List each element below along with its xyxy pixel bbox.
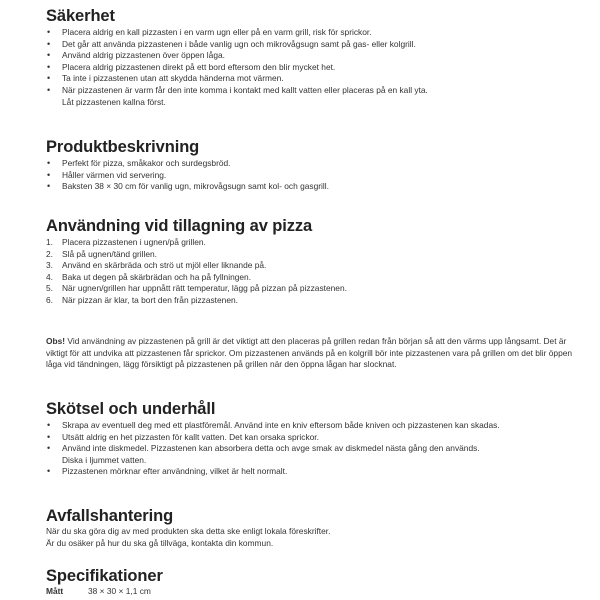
waste-line: När du ska göra dig av med produkten ska detta ske enligt lokala föreskrifter. <box>46 526 331 536</box>
list-item-text: Perfekt för pizza, småkakor och surdegsbröd. <box>62 158 231 168</box>
list-item-continuation <box>46 97 428 109</box>
step-text: Baka ut degen på skärbrädan och ha på fyllningen. <box>62 271 252 282</box>
section-title-usage: Användning vid tillagning av pizza <box>46 217 313 235</box>
list-item-continuation <box>46 455 500 467</box>
bullet-icon: • <box>47 181 51 192</box>
obs-text: Vid användning av pizzastenen på grill är det viktigt att den placeras på grillen redan från början så att den värms upp långsamt. Det är viktigt för att undvika att pizzastenen får sprickor. Om pizzastenen används på en kolgrill bör inte pizzastenen vara på grillen om det blir öppen låga vid tändningen, lägg försiktigt på pizzastenen på grillen när den öppna lågan har slocknat. <box>46 336 573 370</box>
spec-value: 38 × 30 × 1,1 cm <box>88 586 151 596</box>
step-item <box>46 249 347 261</box>
bullet-icon: • <box>47 61 51 72</box>
list-item-text: Baksten 38 × 30 cm för vanlig ugn, mikrovågsugn samt kol- och gasgrill. <box>62 181 329 192</box>
care-list <box>46 420 500 478</box>
product-list <box>46 158 329 193</box>
bullet-icon: • <box>47 73 51 84</box>
list-item <box>46 170 329 182</box>
list-item-text: Använd inte diskmedel. Pizzastenen kan absorbera detta och avge smak av diskmedel nästa gång den används. <box>62 443 480 454</box>
section-title-spec: Specifikationer <box>46 567 163 585</box>
section-safety <box>46 6 428 108</box>
bullet-icon: • <box>47 38 51 49</box>
bullet-icon: • <box>47 27 51 37</box>
step-number: 2. <box>46 248 53 259</box>
list-item <box>46 62 428 74</box>
list-item-text: Det går att använda pizzastenen i både vanlig ugn och mikrovågsugn samt på gas- eller kolgrill. <box>62 38 416 49</box>
list-item <box>46 466 500 478</box>
spec-row-dimensions <box>46 586 163 597</box>
section-waste <box>46 506 330 549</box>
bullet-icon: • <box>47 158 51 168</box>
bullet-icon: • <box>47 420 51 430</box>
list-item <box>46 27 428 39</box>
bullet-icon: • <box>47 169 51 180</box>
step-text: Slå på ugnen/tänd grillen. <box>62 248 157 259</box>
section-obs-note <box>46 336 576 371</box>
waste-line: Är du osäker på hur du ska gå tillväga, kontakta din kommun. <box>46 537 274 548</box>
section-care <box>46 399 500 478</box>
list-item <box>46 181 329 193</box>
list-item <box>46 158 329 170</box>
section-title-care: Skötsel och underhåll <box>46 400 216 418</box>
step-number: 5. <box>46 283 53 294</box>
section-usage <box>46 216 347 307</box>
bullet-icon: • <box>47 466 51 477</box>
section-title-waste: Avfallshantering <box>46 507 174 525</box>
list-item <box>46 73 428 85</box>
list-item-text: Placera aldrig en kall pizzasten i en varm ugn eller på en varm grill, risk för sprickor. <box>62 27 372 37</box>
list-item <box>46 443 500 455</box>
step-number: 3. <box>46 260 53 271</box>
step-text: Använd en skärbräda och strö ut mjöl eller liknande på. <box>62 260 267 271</box>
list-item-text: Utsätt aldrig en het pizzasten för kallt vatten. Det kan orsaka sprickor. <box>62 431 319 442</box>
list-item-text: Pizzastenen mörknar efter användning, vilket är helt normalt. <box>62 466 288 477</box>
list-item <box>46 50 428 62</box>
step-item <box>46 272 347 284</box>
list-item <box>46 85 428 97</box>
list-item-text: Ta inte i pizzastenen utan att skydda händerna mot värmen. <box>62 73 284 84</box>
list-item-text: När pizzastenen är varm får den inte komma i kontakt med kallt vatten eller placeras på en kall yta. <box>62 84 428 95</box>
bullet-icon: • <box>47 50 51 61</box>
section-title-safety: Säkerhet <box>46 7 115 25</box>
list-item <box>46 39 428 51</box>
step-item <box>46 237 347 249</box>
step-text: När ugnen/grillen har uppnått rätt temperatur, lägg på pizzan på pizzastenen. <box>62 283 347 294</box>
section-spec <box>46 566 163 597</box>
list-item-text: Diska i ljummet vatten. <box>62 454 147 465</box>
bullet-icon: • <box>47 84 51 95</box>
list-item-text: Använd aldrig pizzastenen över öppen låga. <box>62 50 225 61</box>
list-item-text: Håller värmen vid servering. <box>62 169 167 180</box>
section-product <box>46 137 329 193</box>
bullet-icon: • <box>47 443 51 454</box>
list-item-text: Placera aldrig pizzastenen direkt på ett bord eftersom den blir mycket het. <box>62 61 336 72</box>
step-item <box>46 283 347 295</box>
step-item <box>46 295 347 307</box>
list-item-text: Låt pizzastenen kallna först. <box>62 96 166 107</box>
step-number: 4. <box>46 271 53 282</box>
safety-list <box>46 27 428 108</box>
step-text: När pizzan är klar, ta bort den från pizzastenen. <box>62 294 238 305</box>
obs-paragraph <box>46 336 576 371</box>
section-title-product: Produktbeskrivning <box>46 138 200 156</box>
list-item <box>46 432 500 444</box>
obs-label: Obs! <box>46 336 66 346</box>
step-number: 6. <box>46 294 53 305</box>
bullet-icon: • <box>47 431 51 442</box>
usage-steps <box>46 237 347 307</box>
list-item <box>46 420 500 432</box>
step-number: 1. <box>46 237 53 247</box>
list-item-text: Skrapa av eventuell deg med ett plastföremål. Använd inte en kniv eftersom både kniven och pizzastenen kan skadas. <box>62 420 500 430</box>
step-text: Placera pizzastenen i ugnen/på grillen. <box>62 237 206 247</box>
step-item <box>46 260 347 272</box>
spec-key: Mått <box>46 586 64 596</box>
